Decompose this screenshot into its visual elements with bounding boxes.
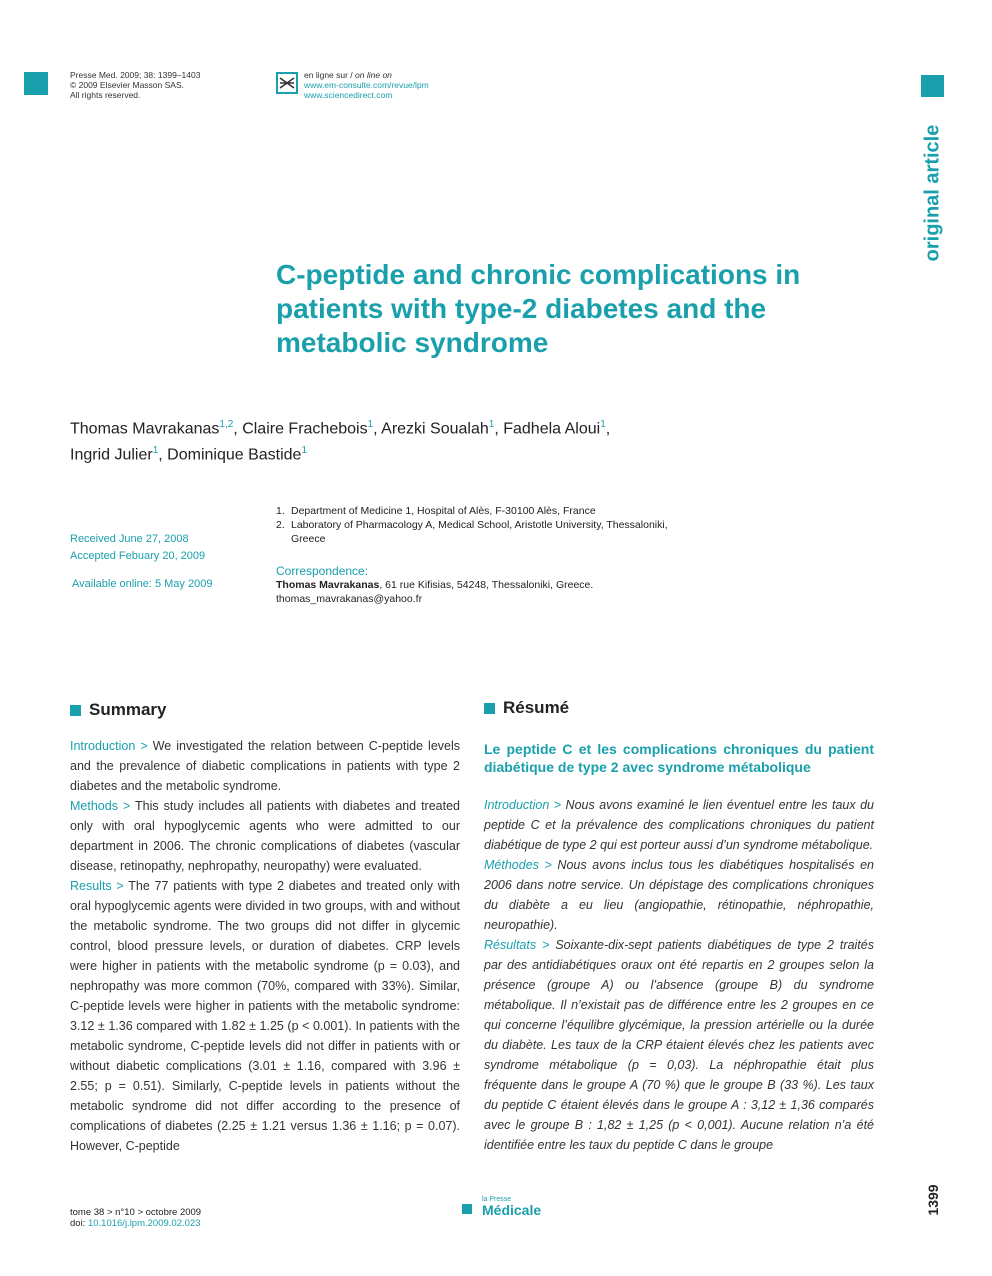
author-list: Thomas Mavrakanas$^{1,2}$, Claire Frachebois$^1$, Arezki Soualah$^1$, Fadhela Aloui$^1$, Ingrid Julier$^1$, Dominique Bastide$^1$ (70, 419, 611, 464)
correspondence-email[interactable]: thomas_mavrakanas@yahoo.fr (276, 593, 423, 605)
logo-small-text: la Presse (482, 1196, 512, 1203)
author: Claire Frachebois (242, 420, 368, 438)
corner-marker (24, 72, 48, 95)
online-url-2[interactable]: www.sciencedirect.com (304, 90, 393, 100)
author: Fadhela Aloui (503, 420, 601, 438)
article-type (918, 118, 948, 268)
author: Arezki Soualah (381, 420, 489, 438)
resume-body (484, 795, 874, 1155)
online-info (304, 70, 429, 100)
online-url-1[interactable]: www.em-consulte.com/revue/lpm (304, 80, 429, 90)
journal-logo (462, 1196, 541, 1217)
correspondence-name: Thomas Mavrakanas (276, 579, 380, 591)
affiliations (276, 504, 696, 546)
author: Dominique Bastide (167, 446, 302, 464)
resume-title: Le peptide C et les complications chroniques du patient diabétique de type 2 avec syndrome métabolique (484, 741, 874, 775)
elsevier-logo (276, 72, 298, 94)
article-title: C-peptide and chronic complications in patients with type-2 diabetes and the metabolic syndrome (276, 259, 801, 358)
summary-results: Results > The 77 patients with type 2 diabetes and treated only with oral hypoglycemic agents were divided in two groups, with and without the metabolic syndrome. The two groups did not differ in glycemic control, blood pressure levels, or duration of diabetes. CRP levels were higher in patients with the metabolic syndrome (p = 0.03), and nephropathy was more common (70%, compared with 33%). Similar, C-peptide levels were higher in patients with the metabolic syndrome: 3.12 ± 1.36 compared with 1.82 ± 1.25 (p < 0.001). In patients with the metabolic syndrome, C-peptide levels did not differ in patients with or without diabetic complications (3.01 ± 1.16, compared with 3.96 ± 2.55; p = 0.51). Similarly, C-peptide levels in patients without the metabolic syndrome did not differ according to the presence of complications of diabetes (2.25 ± 1.21 versus 1.36 ± 1.16; p = 0.07). However, C-peptide (70, 879, 460, 1153)
resume-results: Résultats > Soixante-dix-sept patients diabétiques de type 2 traités par des antidiabétiques oraux ont été repartis en 2 groupes selon la présence (groupe A) ou l’absence (groupe B) du syndrome métabolique. Il n’existait pas de différence entre les 2 groupes en ce qui concerne l’équilibre glycémique, la pression artérielle ou la durée du diabète. Les taux de la CRP étaient élevés chez les patients avec syndrome métabolique (p = 0,03). La néphropathie était plus fréquente dans le groupe A (70 %) que le groupe B (33 %). Les taux du peptide C étaient élevés dans le groupe A : 3,12 ± 1,36 comparés avec le groupe B : 1,82 ± 1,25 (p < 0,001). Aucune relation n’a été identifiée entre les taux du peptide C dans le groupe (484, 938, 874, 1152)
summary-introduction: Introduction > We investigated the relation between C-peptide levels and the prevalence of diabetic complications in patients with type 2 diabetes and the metabolic syndrome. (70, 739, 461, 793)
affiliation-item: 1. Department of Medicine 1, Hospital of Alès, F-30100 Alès, France (276, 505, 596, 517)
summary-body (70, 736, 460, 1156)
author: Ingrid Julier (70, 446, 153, 464)
resume-methods: Méthodes > Nous avons inclus tous les diabétiques hospitalisés en 2006 dans notre service. Un dépistage des complications chroniques du diabète a eu lieu (angiopathie, rétinopathie, néphropathie, neuropathie). (484, 858, 874, 932)
summary-methods: Methods > This study includes all patients with diabetes and treated only with oral hypoglycemic agents who were admitted to our department in 2006. The chronic complications of diabetes (vascular disease, retinopathy, nephropathy, neuropathy) were evaluated. (70, 799, 461, 873)
author: Thomas Mavrakanas (70, 420, 220, 438)
section-marker (484, 703, 495, 714)
correspondence-address: , 61 rue Kifisias, 54248, Thessaloniki, Greece. (379, 579, 594, 591)
citation: Presse Med. 2009; 38: 1399–1403 (70, 70, 201, 80)
copyright: © 2009 Elsevier Masson SAS. (70, 80, 184, 90)
online-label-fr: en ligne sur / (304, 70, 353, 80)
online-label-en: on line on (355, 70, 392, 80)
received-date: Received June 27, 2008 (70, 533, 189, 545)
correspondence (276, 564, 696, 606)
page-number: 1399 (925, 1184, 941, 1216)
doi-link[interactable]: 10.1016/j.lpm.2009.02.023 (87, 1218, 201, 1229)
affiliation-item: 2. Laboratory of Pharmacology A, Medical School, Aristotle University, Thessaloniki, Greece (276, 519, 668, 545)
issue-info: tome 38 > n°10 > octobre 2009 (70, 1207, 202, 1218)
journal-info (70, 70, 200, 100)
article-type-label: original article (921, 124, 944, 262)
corner-marker-right (921, 75, 944, 97)
available-date: Available online: 5 May 2009 (72, 578, 213, 590)
logo-square (462, 1204, 472, 1214)
resume-introduction: Introduction > Nous avons examiné le lien éventuel entre les taux du peptide C et la prévalence des complications chroniques du patient diabétique de type 2 qui est porteur aussi d’un syndrome métabolique. (484, 798, 874, 852)
resume-heading: Résumé (484, 698, 569, 718)
rights: All rights reserved. (70, 90, 141, 100)
footer-info: tome 38 > n°10 > octobre 2009 doi: 10.1016/j.lpm.2009.02.023 (70, 1207, 202, 1229)
correspondence-label: Correspondence: (276, 564, 369, 578)
logo-big-text: Médicale (482, 1202, 542, 1218)
accepted-date: Accepted Febuary 20, 2009 (70, 550, 206, 562)
summary-heading: Summary (70, 700, 166, 720)
section-marker (70, 705, 81, 716)
